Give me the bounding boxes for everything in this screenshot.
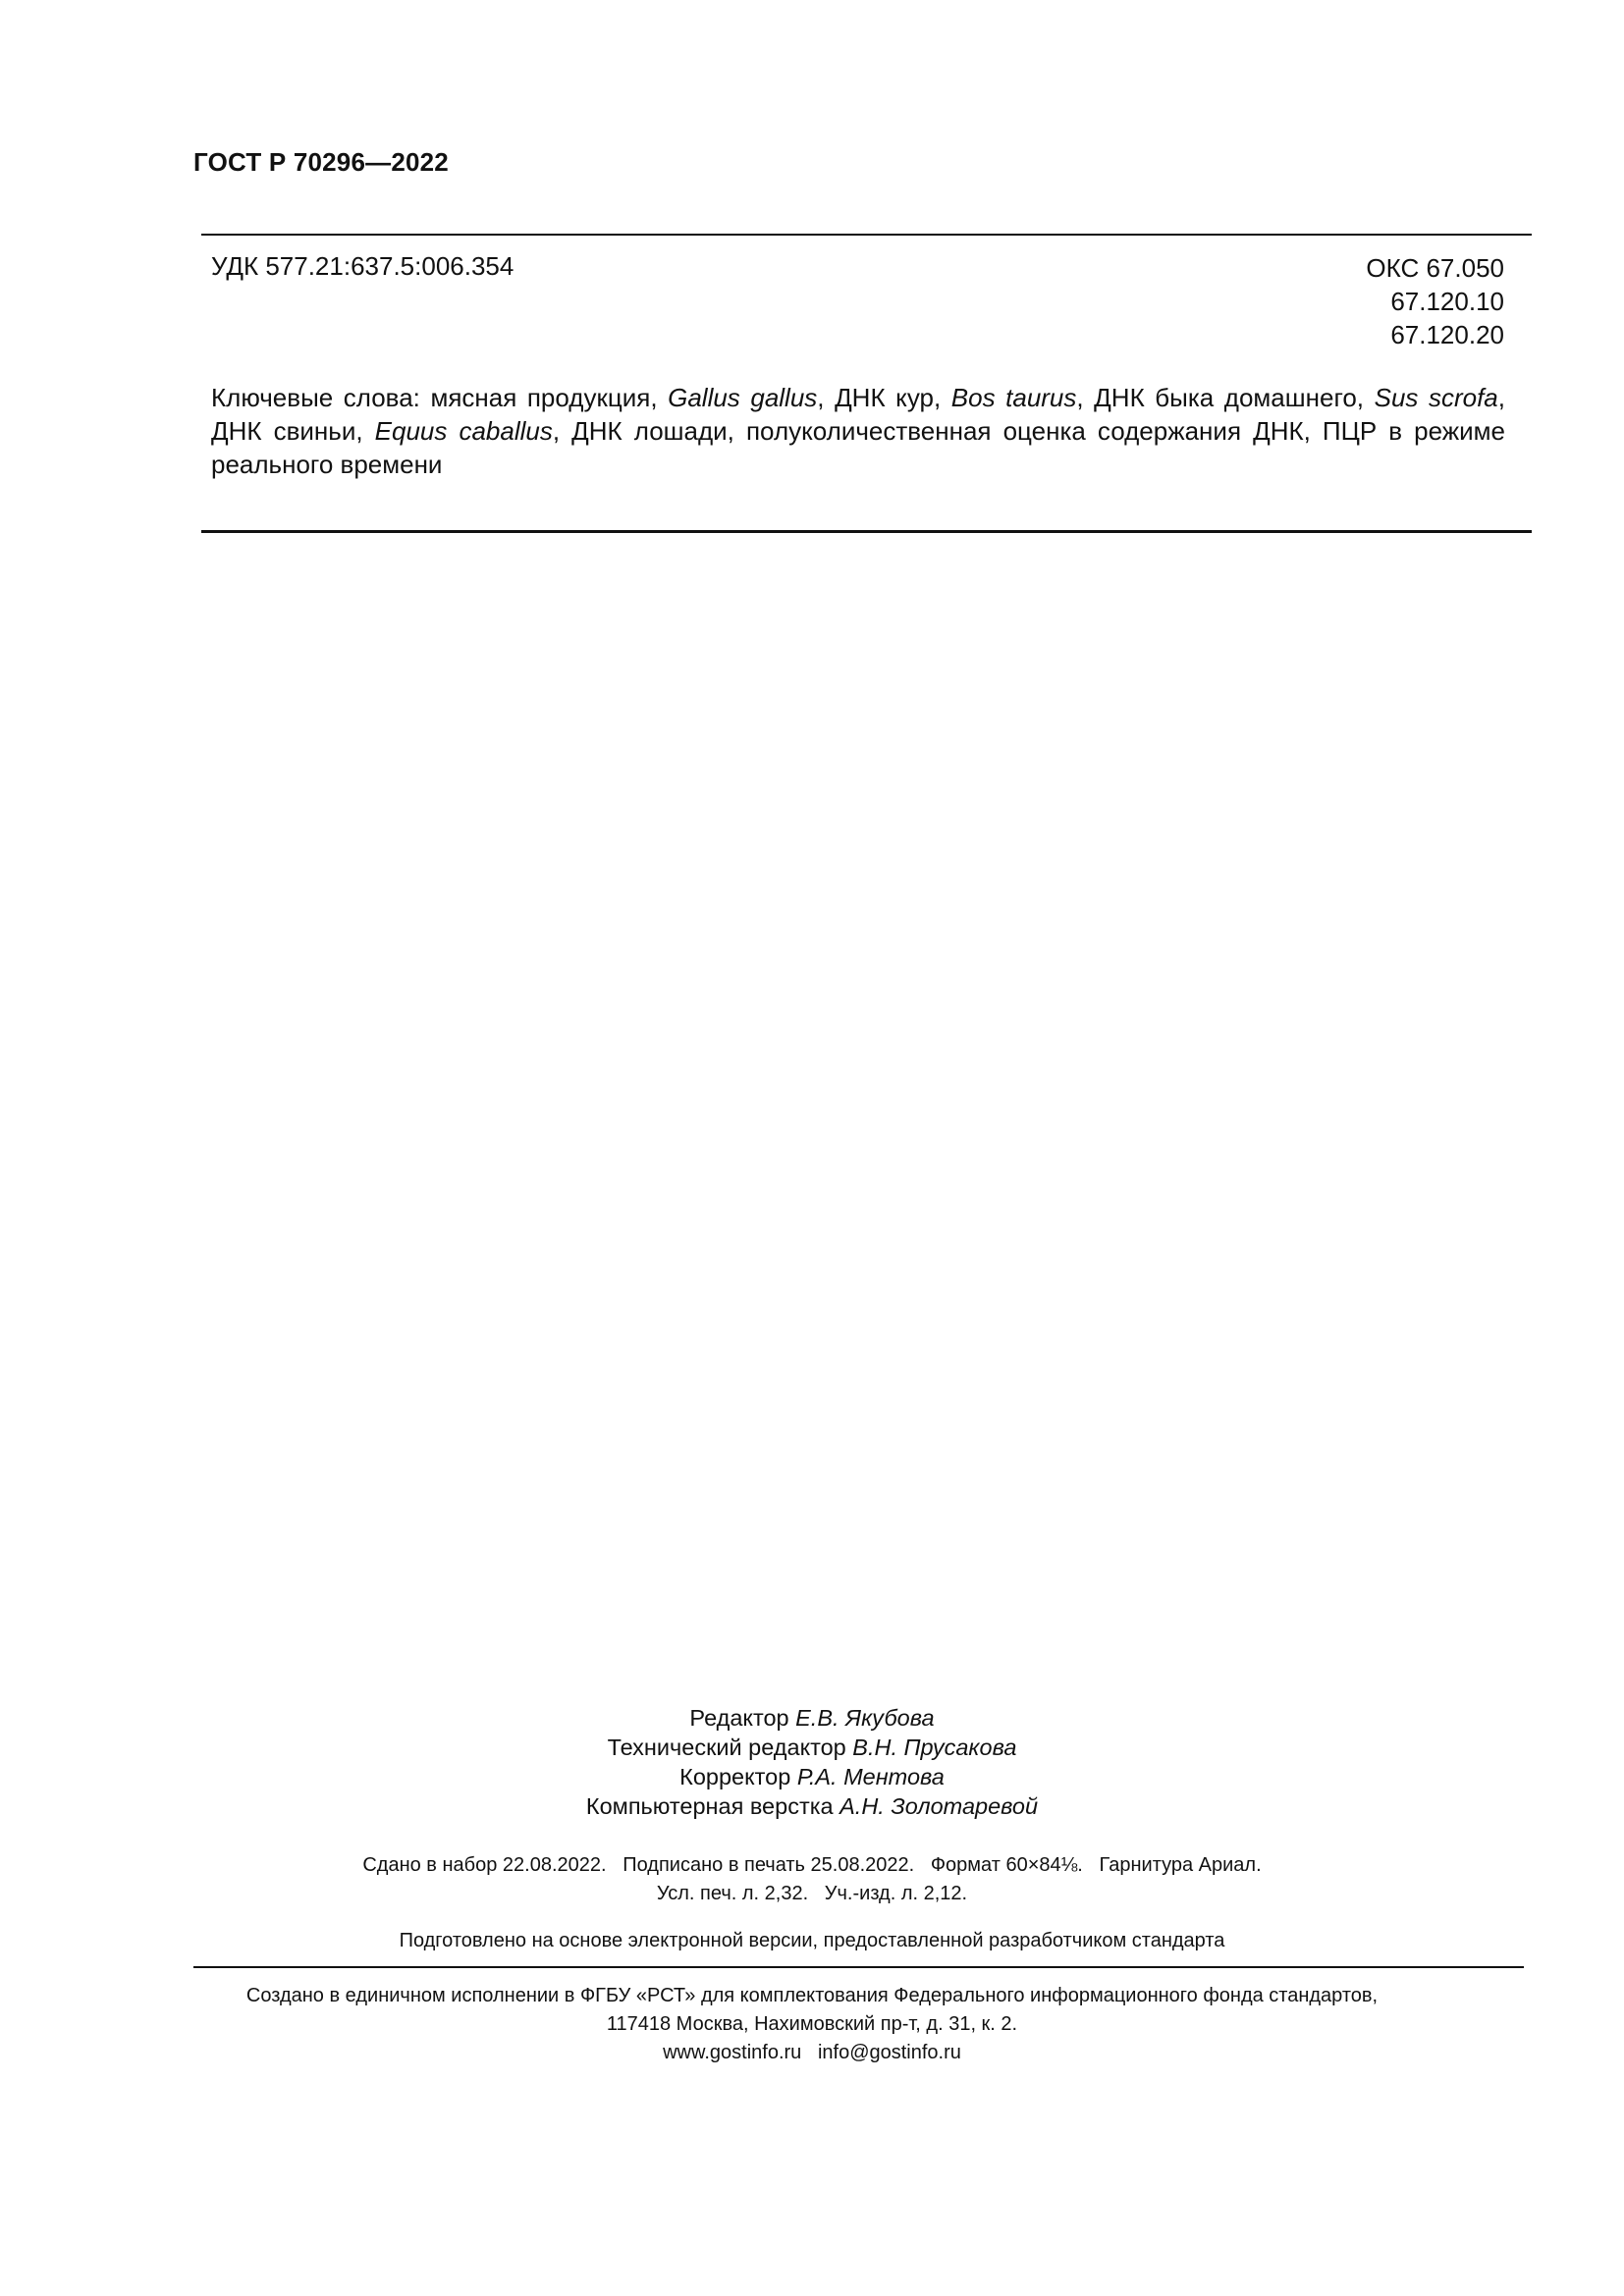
keyword-species: Equus caballus xyxy=(374,416,553,446)
credit-editor xyxy=(0,1703,1624,1733)
oks-code-3: 67.120.20 xyxy=(1390,320,1504,349)
credits-block xyxy=(0,1703,1624,1821)
publisher-footer xyxy=(0,1982,1624,2067)
oks-codes xyxy=(1366,251,1504,351)
credit-layout xyxy=(0,1791,1624,1821)
oks-code-1: ОКС 67.050 xyxy=(1366,253,1504,283)
keyword-species: Bos taurus xyxy=(950,383,1077,412)
credit-tech-editor xyxy=(0,1733,1624,1762)
credit-proofreader xyxy=(0,1762,1624,1791)
keywords-label: Ключевые слова: xyxy=(211,383,420,412)
top-rule xyxy=(201,234,1532,236)
keywords-text: , ДНК быка домашнего, xyxy=(1076,383,1365,412)
credit-name: В.Н. Прусакова xyxy=(852,1735,1017,1760)
credit-role: Технический редактор xyxy=(607,1735,846,1760)
document-code: ГОСТ Р 70296—2022 xyxy=(193,147,449,177)
oks-code-2: 67.120.10 xyxy=(1390,287,1504,316)
keywords-text: , ДНК лошади, полуколичественная оценка содержания ДНК, ПЦР в режиме реального времени xyxy=(211,416,1505,479)
credit-role: Корректор xyxy=(679,1764,791,1789)
udk-code: УДК 577.21:637.5:006.354 xyxy=(211,251,514,281)
credit-name: А.Н. Золотаревой xyxy=(839,1793,1039,1819)
print-info xyxy=(0,1851,1624,1908)
keywords-text: , ДНК свиньи, xyxy=(211,383,1505,446)
keywords-text: мясная продукция, xyxy=(430,383,658,412)
footer-rule xyxy=(193,1966,1524,1968)
keywords-bottom-rule xyxy=(201,530,1532,533)
keyword-species: Sus scrofa xyxy=(1374,383,1498,412)
print-info-line-2: Усл. печ. л. 2,32. Уч.-изд. л. 2,12. xyxy=(656,1883,968,1904)
keyword-species: Gallus gallus xyxy=(668,383,818,412)
footer-contacts: www.gostinfo.ru info@gostinfo.ru xyxy=(663,2042,961,2063)
footer-line-1: Создано в единичном исполнении в ФГБУ «РСТ» для комплектования Федерального информационного фонда стандартов, xyxy=(245,1985,1379,2006)
print-info-line-1: Сдано в набор 22.08.2022. Подписано в печать 25.08.2022. Формат 60×84⅛. Гарнитура Ариал. xyxy=(362,1854,1262,1876)
keywords-paragraph xyxy=(211,381,1505,481)
keywords-text: , ДНК кур, xyxy=(817,383,942,412)
credit-role: Компьютерная верстка xyxy=(585,1793,834,1819)
credit-role: Редактор xyxy=(689,1705,789,1731)
prepared-note: Подготовлено на основе электронной версии, предоставленной разработчиком стандарта xyxy=(399,1930,1225,1951)
footer-line-2: 117418 Москва, Нахимовский пр-т, д. 31, к. 2. xyxy=(606,2013,1018,2035)
credit-name: Р.А. Ментова xyxy=(796,1764,945,1789)
credit-name: Е.В. Якубова xyxy=(795,1705,935,1731)
